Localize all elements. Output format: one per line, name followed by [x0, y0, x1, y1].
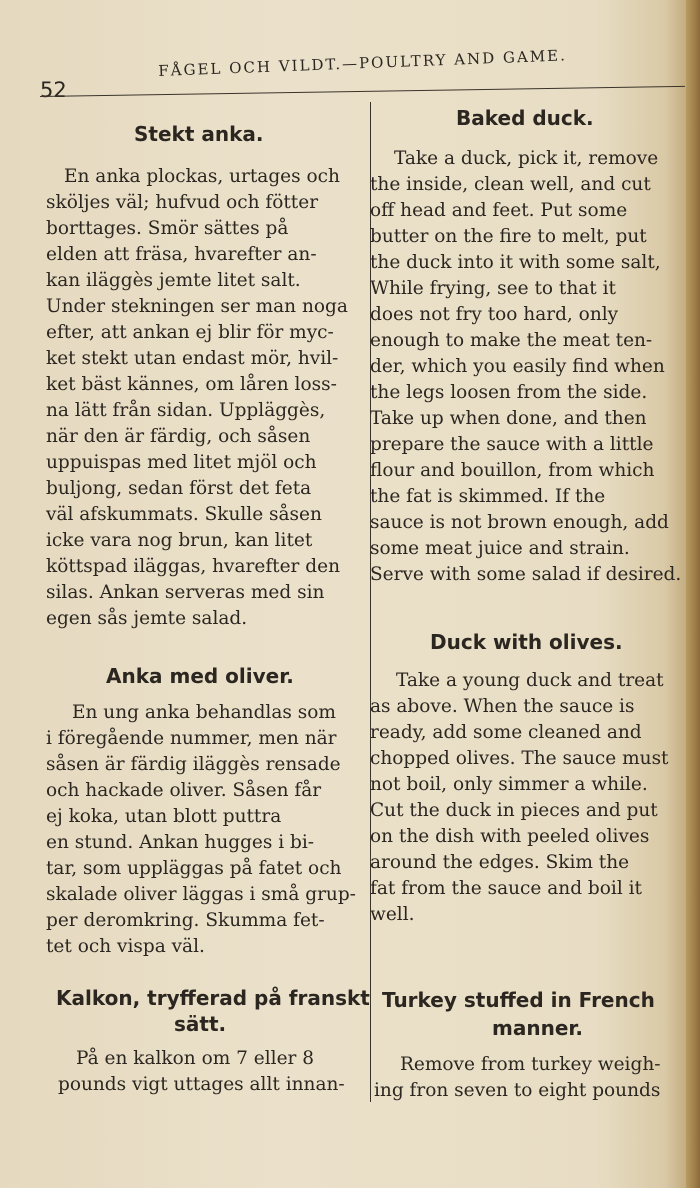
text-line: some meat juice and strain. — [370, 538, 630, 559]
text-line: sköljes väl; hufvud och fötter — [46, 192, 319, 213]
text-line: uppuispas med litet mjöl och — [46, 452, 317, 473]
text-line: well. — [370, 904, 415, 925]
text-line: På en kalkon om 7 eller 8 — [76, 1048, 315, 1069]
text-line: icke vara nog brun, kan litet — [46, 530, 313, 551]
text-line: flour and bouillon, from which — [370, 460, 655, 481]
text-line: tet och vispa väl. — [46, 936, 205, 957]
text-line: kan iläggès jemte litet salt. — [46, 270, 301, 291]
text-line: ket stekt utan endast mör, hvil- — [46, 348, 339, 369]
text-line: enough to make the meat ten- — [370, 330, 653, 351]
text-line: chopped olives. The sauce must — [370, 748, 669, 769]
text-line: ket bäst kännes, om låren loss- — [46, 374, 337, 395]
text-line: the legs loosen from the side. — [370, 382, 648, 403]
text-line: der, which you easily find when — [370, 356, 665, 377]
section-title-kalkon: Kalkon, tryfferad på franskt — [56, 986, 370, 1010]
text-line: efter, att ankan ej blir för myc- — [46, 322, 334, 343]
text-line: En ung anka behandlas som — [72, 702, 336, 723]
page-edge — [686, 0, 700, 1188]
text-line: fat from the sauce and boil it — [370, 878, 642, 899]
running-head: FÅGEL OCH VILDT.—POULTRY AND GAME. — [158, 46, 568, 80]
section-title-duck-with-olives: Duck with olives. — [430, 630, 623, 654]
section-title-anka-med-oliver: Anka med oliver. — [106, 664, 294, 688]
text-line: elden att fräsa, hvarefter an- — [46, 244, 317, 265]
text-line: on the dish with peeled olives — [370, 826, 650, 847]
section-title-baked-duck: Baked duck. — [456, 106, 594, 130]
text-line: does not fry too hard, only — [370, 304, 619, 325]
text-line: the duck into it with some salt, — [370, 252, 661, 273]
text-line: tar, som uppläggas på fatet och — [46, 858, 342, 879]
text-line: Cut the duck in pieces and put — [370, 800, 658, 821]
text-line: En anka plockas, urtages och — [64, 166, 340, 187]
text-line: såsen är färdig iläggès rensade — [46, 754, 341, 775]
page-number: 52 — [40, 78, 67, 102]
text-line: buljong, sedan först det feta — [46, 478, 312, 499]
text-line: ready, add some cleaned and — [370, 722, 642, 743]
text-line: Under stekningen ser man noga — [46, 296, 348, 317]
text-line: ing fron seven to eight pounds — [374, 1080, 661, 1101]
section-title-turkey: Turkey stuffed in French — [382, 988, 655, 1012]
text-line: Serve with some salad if desired. — [370, 564, 682, 585]
section-title-kalkon-cont: sätt. — [174, 1012, 227, 1036]
text-line: the fat is skimmed. If the — [370, 486, 606, 507]
text-line: och hackade oliver. Såsen får — [46, 780, 322, 801]
text-line: na lätt från sidan. Uppläggès, — [46, 400, 326, 421]
text-line: butter on the fire to melt, put — [370, 226, 647, 247]
text-line: prepare the sauce with a little — [370, 434, 654, 455]
text-line: Take a young duck and treat — [396, 670, 664, 691]
text-line: the inside, clean well, and cut — [370, 174, 651, 195]
text-line: när den är färdig, och såsen — [46, 426, 311, 447]
text-line: around the edges. Skim the — [370, 852, 630, 873]
text-line: Take up when done, and then — [370, 408, 647, 429]
text-line: per deromkring. Skumma fet- — [46, 910, 325, 931]
text-line: pounds vigt uttages allt innan- — [58, 1074, 345, 1095]
text-line: skalade oliver läggas i små grup- — [46, 884, 356, 905]
text-line: väl afskummats. Skulle såsen — [46, 504, 322, 525]
text-line: as above. When the sauce is — [370, 696, 635, 717]
text-line: sauce is not brown enough, add — [370, 512, 669, 533]
section-title-stekt-anka: Stekt anka. — [134, 122, 264, 146]
text-line: egen sås jemte salad. — [46, 608, 248, 629]
text-line: en stund. Ankan hugges i bi- — [46, 832, 315, 853]
text-line: not boil, only simmer a while. — [370, 774, 648, 795]
text-line: Take a duck, pick it, remove — [394, 148, 659, 169]
text-line: i föregående nummer, men när — [46, 728, 337, 749]
text-line: Remove from turkey weigh- — [400, 1054, 661, 1075]
text-line: borttages. Smör sättes på — [46, 218, 289, 239]
text-line: ej koka, utan blott puttra — [46, 806, 282, 827]
text-line: silas. Ankan serveras med sin — [46, 582, 325, 603]
section-title-turkey-cont: manner. — [492, 1016, 583, 1040]
text-line: While frying, see to that it — [370, 278, 616, 299]
text-line: off head and feet. Put some — [370, 200, 628, 221]
text-line: köttspad iläggas, hvarefter den — [46, 556, 340, 577]
